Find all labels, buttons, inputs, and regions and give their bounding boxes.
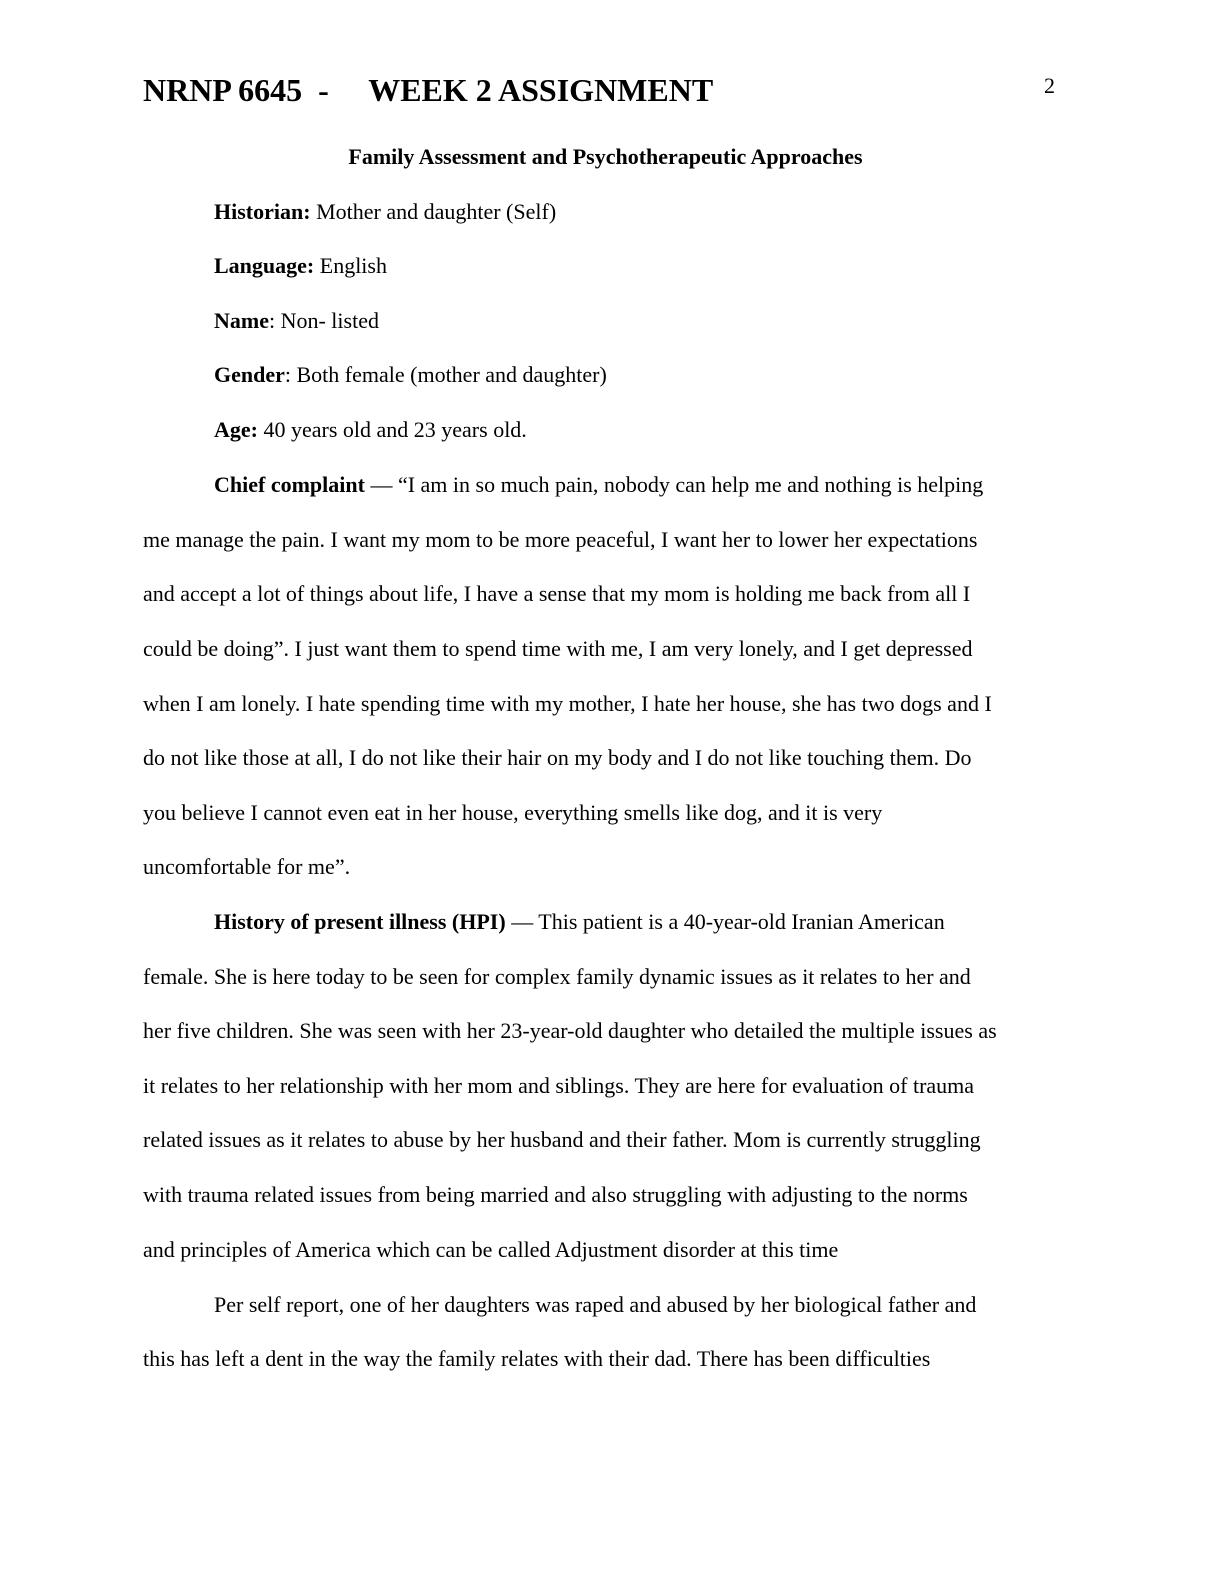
chief-complaint-text: — “I am in so much pain, nobody can help me and nothing is helping: [364, 472, 984, 497]
chief-complaint-line: when I am lonely. I hate spending time with my mother, I hate her house, she has two dogs and I: [143, 691, 992, 716]
chief-complaint-label: Chief complaint: [214, 472, 365, 497]
hpi-line: female. She is here today to be seen for complex family dynamic issues as it relates to her and: [143, 964, 971, 989]
field-name: [214, 307, 379, 335]
chief-complaint-line: do not like those at all, I do not like their hair on my body and I do not like touching them. Do: [143, 745, 972, 770]
course-header-title: NRNP 6645 - WEEK 2 ASSIGNMENT: [143, 72, 714, 108]
hpi-line: [214, 908, 945, 936]
field-label: Historian:: [214, 199, 311, 224]
field-historian: [214, 198, 556, 226]
self-report-line: this has left a dent in the way the family relates with their dad. There has been difficulties: [143, 1346, 931, 1371]
hpi-label: History of present illness (HPI): [214, 909, 506, 934]
field-label: Name: [214, 308, 269, 333]
field-value: : Non- listed: [268, 308, 379, 333]
field-value: 40 years old and 23 years old.: [257, 417, 527, 442]
chief-complaint-line: me manage the pain. I want my mom to be more peaceful, I want her to lower her expectations: [143, 527, 978, 552]
field-label: Gender: [214, 362, 285, 387]
chief-complaint-line: and accept a lot of things about life, I have a sense that my mom is holding me back from all I: [143, 581, 971, 606]
hpi-line: with trauma related issues from being married and also struggling with adjusting to the norms: [143, 1182, 968, 1207]
chief-complaint-line: [214, 471, 983, 499]
hpi-line: her five children. She was seen with her 23-year-old daughter who detailed the multiple issues as: [143, 1018, 997, 1043]
field-age: [214, 416, 527, 444]
field-value: Mother and daughter (Self): [310, 199, 557, 224]
hpi-text: — This patient is a 40-year-old Iranian American: [505, 909, 945, 934]
chief-complaint-line: uncomfortable for me”.: [143, 854, 351, 879]
hpi-line: it relates to her relationship with her mom and siblings. They are here for evaluation of trauma: [143, 1073, 975, 1098]
document-title: Family Assessment and Psychotherapeutic Approaches: [348, 144, 863, 169]
field-label: Age:: [214, 417, 258, 442]
chief-complaint-line: could be doing”. I just want them to spend time with me, I am very lonely, and I get depressed: [143, 636, 973, 661]
field-value: English: [314, 253, 387, 278]
hpi-line: and principles of America which can be called Adjustment disorder at this time: [143, 1237, 839, 1262]
field-language: [214, 252, 387, 280]
field-label: Language:: [214, 253, 315, 278]
hpi-line: related issues as it relates to abuse by her husband and their father. Mom is currently struggling: [143, 1127, 981, 1152]
page-number: 2: [1044, 73, 1055, 98]
field-value: : Both female (mother and daughter): [284, 362, 607, 387]
field-gender: [214, 361, 607, 389]
chief-complaint-line: you believe I cannot even eat in her house, everything smells like dog, and it is very: [143, 800, 883, 825]
self-report-line: Per self report, one of her daughters was raped and abused by her biological father and: [214, 1292, 977, 1317]
